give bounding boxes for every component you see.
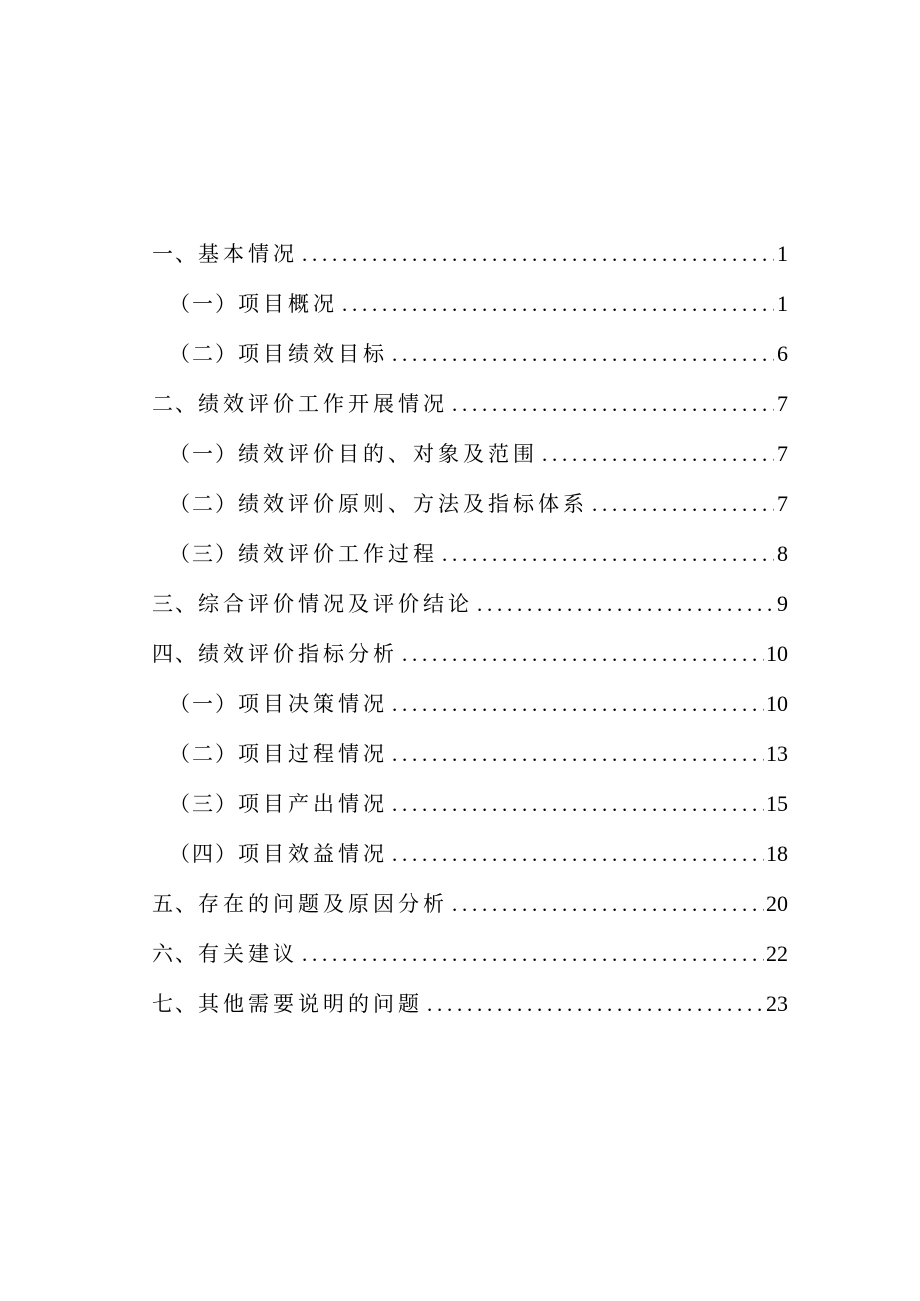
- toc-entry-number: 四、: [152, 642, 198, 666]
- toc-dot-leader: [388, 742, 764, 766]
- toc-entry[interactable]: [152, 426, 788, 476]
- toc-entry[interactable]: [152, 626, 788, 676]
- toc-entry-title: 绩效评价原则、方法及指标体系: [238, 492, 588, 516]
- toc-dot-leader: [438, 542, 774, 566]
- toc-entry[interactable]: [152, 276, 788, 326]
- toc-entry-page: 7: [777, 491, 788, 516]
- toc-entry[interactable]: [152, 926, 788, 976]
- toc-entry-title: 基本情况: [198, 242, 298, 266]
- toc-dot-leader: [538, 442, 774, 466]
- toc-entry-page: 10: [766, 641, 788, 666]
- toc-entry-page: 1: [777, 241, 788, 266]
- toc-dot-leader: [588, 492, 774, 516]
- toc-entry-title: 项目绩效目标: [238, 342, 388, 366]
- toc-entry-number: （一）: [169, 692, 238, 716]
- toc-entry-title: 绩效评价工作过程: [238, 542, 438, 566]
- toc-dot-leader: [398, 642, 764, 666]
- toc-dot-leader: [388, 842, 764, 866]
- toc-entry[interactable]: [152, 376, 788, 426]
- toc-entry[interactable]: [152, 976, 788, 1026]
- toc-entry-title: 有关建议: [198, 942, 298, 966]
- toc-entry-number: 一、: [152, 242, 198, 266]
- toc-entry-page: 6: [777, 341, 788, 366]
- toc-entry[interactable]: [152, 676, 788, 726]
- toc-entry-number: 二、: [152, 392, 198, 416]
- toc-entry-number: （二）: [169, 492, 238, 516]
- toc-entry-number: （一）: [169, 442, 238, 466]
- toc-dot-leader: [388, 692, 764, 716]
- toc-entry-title: 项目产出情况: [238, 792, 388, 816]
- toc-entry-number: （二）: [169, 742, 238, 766]
- toc-entry-number: 五、: [152, 892, 198, 916]
- toc-entry[interactable]: [152, 576, 788, 626]
- toc-dot-leader: [448, 892, 764, 916]
- toc-entry-page: 8: [777, 541, 788, 566]
- table-of-contents: [152, 226, 788, 1026]
- toc-entry-page: 18: [766, 841, 788, 866]
- toc-dot-leader: [298, 242, 774, 266]
- toc-entry-number: （二）: [169, 342, 238, 366]
- toc-entry-title: 项目过程情况: [238, 742, 388, 766]
- toc-entry-page: 22: [766, 941, 788, 966]
- toc-dot-leader: [473, 592, 774, 616]
- toc-dot-leader: [388, 342, 774, 366]
- toc-entry-page: 13: [766, 741, 788, 766]
- toc-dot-leader: [423, 992, 764, 1016]
- toc-dot-leader: [338, 292, 774, 316]
- toc-entry[interactable]: [152, 826, 788, 876]
- toc-entry-title: 综合评价情况及评价结论: [198, 592, 473, 616]
- toc-entry-title: 项目效益情况: [238, 842, 388, 866]
- toc-entry-title: 存在的问题及原因分析: [198, 892, 448, 916]
- toc-entry-page: 9: [777, 591, 788, 616]
- toc-entry-number: （三）: [169, 792, 238, 816]
- toc-dot-leader: [388, 792, 764, 816]
- toc-entry[interactable]: [152, 726, 788, 776]
- toc-entry-number: 七、: [152, 992, 198, 1016]
- toc-entry-page: 7: [777, 441, 788, 466]
- toc-entry-number: 六、: [152, 942, 198, 966]
- toc-entry[interactable]: [152, 876, 788, 926]
- toc-entry-number: （三）: [169, 542, 238, 566]
- toc-entry-page: 20: [766, 891, 788, 916]
- toc-entry-title: 项目决策情况: [238, 692, 388, 716]
- toc-entry[interactable]: [152, 476, 788, 526]
- toc-entry-title: 绩效评价工作开展情况: [198, 392, 448, 416]
- toc-entry-title: 项目概况: [238, 292, 338, 316]
- toc-dot-leader: [298, 942, 764, 966]
- toc-entry-title: 绩效评价指标分析: [198, 642, 398, 666]
- toc-entry-number: （四）: [169, 842, 238, 866]
- toc-entry[interactable]: [152, 776, 788, 826]
- toc-entry-page: 10: [766, 691, 788, 716]
- toc-entry[interactable]: [152, 226, 788, 276]
- toc-entry[interactable]: [152, 526, 788, 576]
- toc-entry-title: 其他需要说明的问题: [198, 992, 423, 1016]
- toc-dot-leader: [448, 392, 774, 416]
- toc-entry[interactable]: [152, 326, 788, 376]
- toc-entry-page: 23: [766, 991, 788, 1016]
- toc-entry-page: 15: [766, 791, 788, 816]
- toc-entry-number: 三、: [152, 592, 198, 616]
- toc-entry-page: 7: [777, 391, 788, 416]
- toc-entry-number: （一）: [169, 292, 238, 316]
- toc-entry-page: 1: [777, 291, 788, 316]
- toc-entry-title: 绩效评价目的、对象及范围: [238, 442, 538, 466]
